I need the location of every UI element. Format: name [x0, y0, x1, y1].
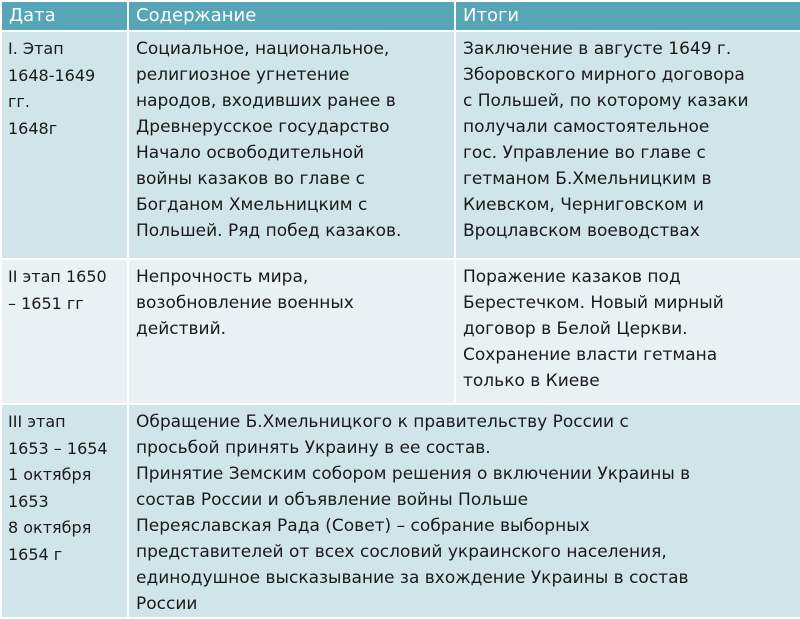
results-line: Заключение в августе 1649 г.: [463, 39, 732, 59]
results-line: Берестечком. Новый мирный: [463, 293, 724, 313]
content-line: единодушное высказывание за вхождение Украины в состав: [136, 568, 689, 588]
results-cell: [455, 31, 800, 259]
content-line: Социальное, национальное,: [136, 39, 390, 59]
date-line: III этап: [8, 412, 66, 431]
date-line: II этап 1650: [8, 267, 107, 286]
date-line: гг.: [8, 92, 30, 111]
results-line: только в Киеве: [463, 371, 600, 391]
content-line: Принятие Земским собором решения о включении Украины в: [136, 464, 691, 484]
table-row: [1, 404, 800, 618]
date-line: 1648-1649: [8, 65, 96, 85]
date-line: 1648г: [8, 118, 58, 138]
content-line: Польшей. Ряд побед казаков.: [136, 221, 402, 241]
content-line: просьбой принять Украину в ее состав.: [136, 438, 491, 458]
content-line: Древнерусское государство: [136, 117, 390, 137]
results-line: Вроцлавском воеводствах: [463, 221, 700, 241]
date-cell: [1, 259, 128, 404]
date-cell: [1, 31, 128, 259]
content-cell: [128, 259, 455, 404]
results-line: получали самостоятельное: [463, 117, 710, 137]
results-line: Киевском, Черниговском и: [463, 195, 704, 215]
date-line: 1653 – 1654: [8, 438, 108, 458]
date-line: I. Этап: [8, 39, 64, 58]
date-line: 1653: [8, 491, 49, 511]
results-line: договор в Белой Церкви.: [463, 319, 688, 339]
content-line: представителей от всех сословий украинского населения,: [136, 542, 667, 562]
content-line: возобновление военных: [136, 293, 354, 313]
content-line: Непрочность мира,: [136, 267, 309, 287]
results-line: Зборовского мирного договора: [463, 65, 745, 85]
content-line: народов, входивших ранее в: [136, 91, 396, 111]
content-line: России: [136, 594, 198, 614]
content-merged-cell: [128, 404, 800, 618]
results-line: Сохранение власти гетмана: [463, 345, 718, 365]
results-cell: [455, 259, 800, 404]
content-line: Богданом Хмельницким с: [136, 195, 368, 215]
date-line: 8 октября: [8, 518, 92, 537]
content-line: Обращение Б.Хмельницкого к правительству России с: [136, 412, 629, 432]
header-content: Содержание: [128, 1, 455, 31]
table-row: [1, 31, 800, 259]
content-line: Переяславская Рада (Совет) – собрание выборных: [136, 516, 590, 536]
results-line: гетманом Б.Хмельницким в: [463, 169, 712, 189]
content-line: состав России и объявление войны Польше: [136, 490, 529, 510]
results-line: Поражение казаков под: [463, 267, 681, 287]
date-line: 1 октября: [8, 465, 92, 484]
header-results: Итоги: [455, 1, 800, 31]
header-date: Дата: [1, 1, 128, 31]
content-line: действий.: [136, 319, 227, 339]
content-line: религиозное угнетение: [136, 65, 350, 85]
header-row: [1, 1, 800, 31]
date-line: 1654 г: [8, 544, 63, 564]
date-line: – 1651 гг: [8, 293, 84, 313]
results-line: гос. Управление во главе с: [463, 143, 706, 163]
date-cell: [1, 404, 128, 618]
content-line: войны казаков во главе с: [136, 169, 365, 189]
results-line: с Польшей, по которому казаки: [463, 91, 749, 111]
content-line: Начало освободительной: [136, 143, 364, 163]
table-row: [1, 259, 800, 404]
content-cell: [128, 31, 455, 259]
